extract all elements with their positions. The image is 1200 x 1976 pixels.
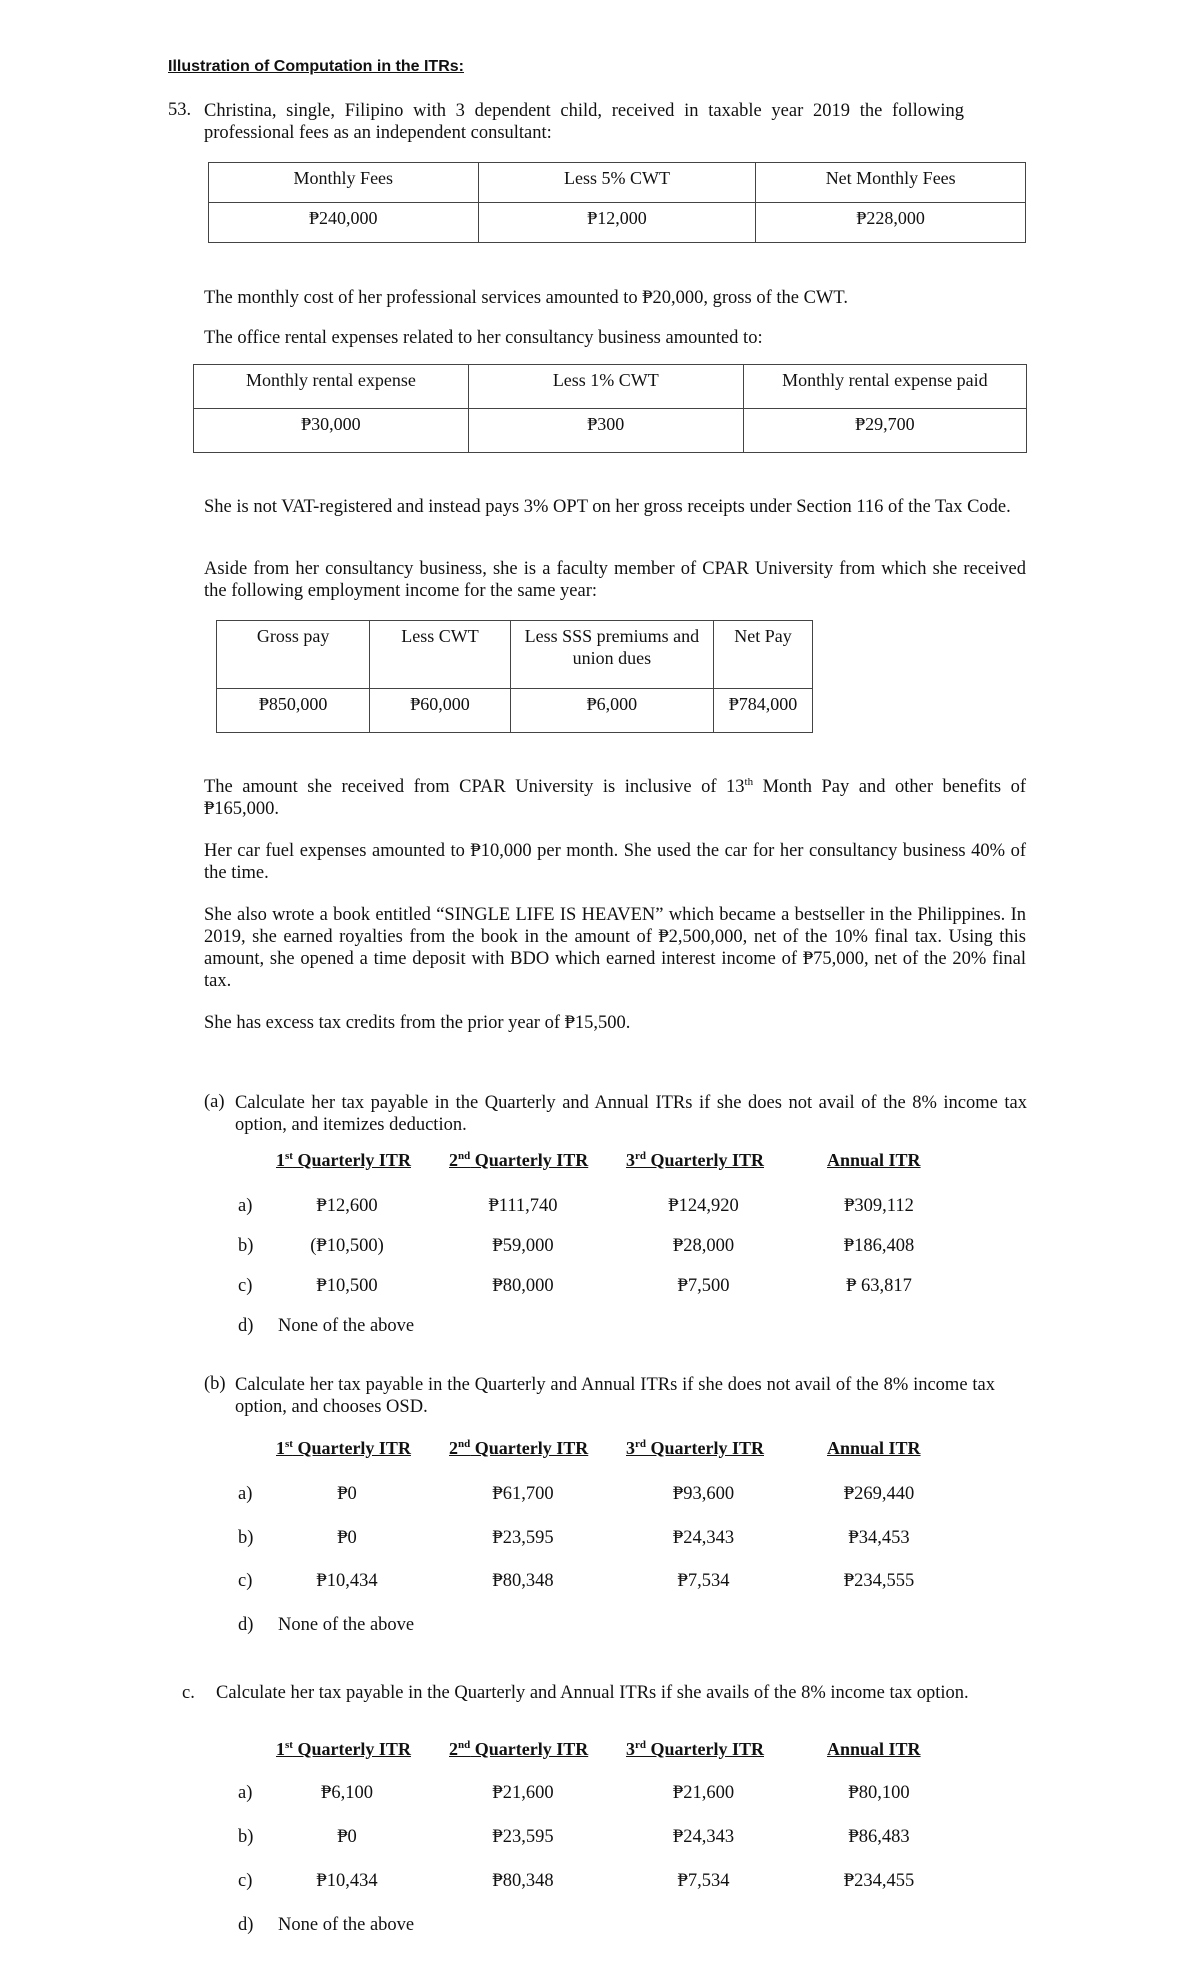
option-value-annual: ₱ 63,817: [846, 1276, 912, 1296]
option-value-q3: ₱21,600: [672, 1783, 735, 1803]
table-header: Less CWT: [370, 621, 511, 689]
option-letter: c): [238, 1276, 253, 1296]
option-value-q1: ₱12,600: [316, 1196, 378, 1216]
table-cell: ₱30,000: [194, 409, 469, 453]
option-value-annual: ₱186,408: [843, 1236, 915, 1256]
employment-table: [216, 620, 813, 733]
option-letter: d): [238, 1615, 254, 1635]
option-value-q2: ₱23,595: [492, 1827, 554, 1847]
col-header-q1: 1st Quarterly ITR: [276, 1150, 411, 1170]
table-cell: ₱300: [468, 409, 743, 453]
option-value-annual: ₱80,100: [848, 1783, 910, 1803]
option-none-text: None of the above: [278, 1316, 415, 1336]
option-value-annual: ₱234,455: [843, 1871, 915, 1891]
option-value-q3: ₱124,920: [668, 1196, 739, 1216]
table-header: Monthly rental expense: [194, 365, 469, 409]
option-value-q3: ₱7,534: [677, 1871, 730, 1891]
table-cell: ₱228,000: [756, 203, 1026, 243]
question-number: 53.: [168, 100, 192, 120]
page-heading: Illustration of Computation in the ITRs:: [168, 58, 464, 75]
option-value-annual: ₱86,483: [848, 1827, 910, 1847]
table-row: [217, 621, 813, 689]
option-value-q2: ₱61,700: [492, 1484, 554, 1504]
col-header-q3: 3rd Quarterly ITR: [626, 1739, 764, 1759]
col-header-q2: 2nd Quarterly ITR: [449, 1150, 589, 1170]
option-value-annual: ₱234,555: [843, 1571, 915, 1591]
option-letter: c): [238, 1571, 253, 1591]
table-cell: ₱60,000: [370, 689, 511, 733]
option-value-q3: ₱93,600: [672, 1484, 735, 1504]
option-value-q1: ₱10,500: [316, 1276, 378, 1296]
option-letter: a): [238, 1783, 253, 1803]
part-c-label: c.: [182, 1683, 195, 1703]
option-value-q3: ₱24,343: [672, 1827, 735, 1847]
option-value-q1: ₱10,434: [316, 1871, 378, 1891]
col-header-q3: 3rd Quarterly ITR: [626, 1150, 764, 1170]
rental-table: [193, 364, 1027, 453]
col-header-q2: 2nd Quarterly ITR: [449, 1438, 589, 1458]
question-intro: Christina, single, Filipino with 3 dependent child, received in taxable year 2019 the following professional fees as an independent consultant:: [204, 101, 964, 143]
part-b-label: (b): [204, 1374, 226, 1394]
col-header-annual: Annual ITR: [827, 1150, 921, 1170]
option-value-q1: ₱0: [337, 1827, 357, 1847]
option-value-annual: ₱309,112: [844, 1196, 914, 1216]
fees-table: [208, 162, 1026, 243]
table-header: Less SSS premiums and union dues: [510, 621, 713, 689]
option-letter: a): [238, 1196, 253, 1216]
option-value-q3: ₱7,500: [677, 1276, 730, 1296]
option-value-q3: ₱7,534: [677, 1571, 730, 1591]
option-letter: b): [238, 1827, 254, 1847]
table-cell: ₱12,000: [478, 203, 756, 243]
option-letter: a): [238, 1484, 253, 1504]
option-value-q1: (₱10,500): [310, 1236, 384, 1256]
table-header: Gross pay: [217, 621, 370, 689]
table-cell: ₱240,000: [209, 203, 479, 243]
option-value-q1: ₱0: [337, 1484, 357, 1504]
part-b-question: Calculate her tax payable in the Quarterly and Annual ITRs if she does not avail of the 8% income tax option, and chooses OSD.: [235, 1375, 995, 1417]
col-header-annual: Annual ITR: [827, 1438, 921, 1458]
table-header: Net Monthly Fees: [756, 163, 1026, 203]
part-c-question: Calculate her tax payable in the Quarterly and Annual ITRs if she avails of the 8% income tax option.: [216, 1683, 969, 1703]
table-cell: ₱850,000: [217, 689, 370, 733]
option-value-q2: ₱21,600: [492, 1783, 554, 1803]
col-header-q2: 2nd Quarterly ITR: [449, 1739, 589, 1759]
option-value-q3: ₱28,000: [672, 1236, 735, 1256]
option-letter: d): [238, 1915, 254, 1935]
option-value-q3: ₱24,343: [672, 1528, 735, 1548]
part-a-question: Calculate her tax payable in the Quarterly and Annual ITRs if she does not avail of the 8% income tax option, and itemizes deduction.: [235, 1093, 1027, 1135]
table-header: Net Pay: [713, 621, 812, 689]
thirteenth-pre: The amount she received from CPAR University is inclusive of 13: [204, 777, 745, 797]
car-text: Her car fuel expenses amounted to ₱10,000 per month. She used the car for her consultancy business 40% of the time.: [204, 841, 1026, 883]
option-letter: b): [238, 1528, 254, 1548]
table-row: [209, 163, 1026, 203]
option-value-q1: ₱6,100: [321, 1783, 373, 1803]
option-value-q2: ₱59,000: [492, 1236, 554, 1256]
option-letter: d): [238, 1316, 254, 1336]
option-value-q1: ₱0: [337, 1528, 357, 1548]
table-header: Monthly Fees: [209, 163, 479, 203]
option-value-annual: ₱269,440: [843, 1484, 915, 1504]
option-none-text: None of the above: [278, 1915, 415, 1935]
table-header: Less 1% CWT: [468, 365, 743, 409]
thirteenth-month-text: [204, 776, 1026, 820]
option-value-q2: ₱111,740: [488, 1196, 558, 1216]
col-header-annual: Annual ITR: [827, 1739, 921, 1759]
part-a-label: (a): [204, 1092, 225, 1112]
excess-text: She has excess tax credits from the prior year of ₱15,500.: [204, 1013, 631, 1033]
option-letter: b): [238, 1236, 254, 1256]
option-none-text: None of the above: [278, 1615, 415, 1635]
option-value-q1: ₱10,434: [316, 1571, 378, 1591]
option-value-annual: ₱34,453: [848, 1528, 910, 1548]
option-value-q2: ₱80,348: [492, 1871, 554, 1891]
faculty-text: Aside from her consultancy business, she is a faculty member of CPAR University from which she received the following employment income for the same year:: [204, 559, 1026, 601]
col-header-q1: 1st Quarterly ITR: [276, 1739, 411, 1759]
cost-text: The monthly cost of her professional services amounted to ₱20,000, gross of the CWT.: [204, 288, 848, 308]
vat-text: She is not VAT-registered and instead pays 3% OPT on her gross receipts under Section 116 of the Tax Code.: [204, 497, 1011, 517]
table-row: [217, 689, 813, 733]
book-text: She also wrote a book entitled “SINGLE LIFE IS HEAVEN” which became a bestseller in the Philippines. In 2019, she earned royalties from the book in the amount of ₱2,500,000, net of the 10% final tax. Using this amount, she opened a time deposit with BDO which earned interest income of ₱75,000, net of the 20% final tax.: [204, 905, 1026, 991]
table-row: [209, 203, 1026, 243]
option-value-q2: ₱80,348: [492, 1571, 554, 1591]
option-value-q2: ₱23,595: [492, 1528, 554, 1548]
option-letter: c): [238, 1871, 253, 1891]
table-row: [194, 365, 1027, 409]
table-header: Less 5% CWT: [478, 163, 756, 203]
table-cell: ₱29,700: [743, 409, 1026, 453]
table-row: [194, 409, 1027, 453]
option-value-q2: ₱80,000: [492, 1276, 554, 1296]
table-cell: ₱784,000: [713, 689, 812, 733]
thirteenth-sup: th: [744, 775, 754, 788]
table-header: Monthly rental expense paid: [743, 365, 1026, 409]
rental-intro: The office rental expenses related to her consultancy business amounted to:: [204, 328, 763, 348]
thirteenth-post: Month Pay and other benefits of ₱165,000.: [204, 777, 1026, 819]
table-cell: ₱6,000: [510, 689, 713, 733]
col-header-q3: 3rd Quarterly ITR: [626, 1438, 764, 1458]
col-header-q1: 1st Quarterly ITR: [276, 1438, 411, 1458]
